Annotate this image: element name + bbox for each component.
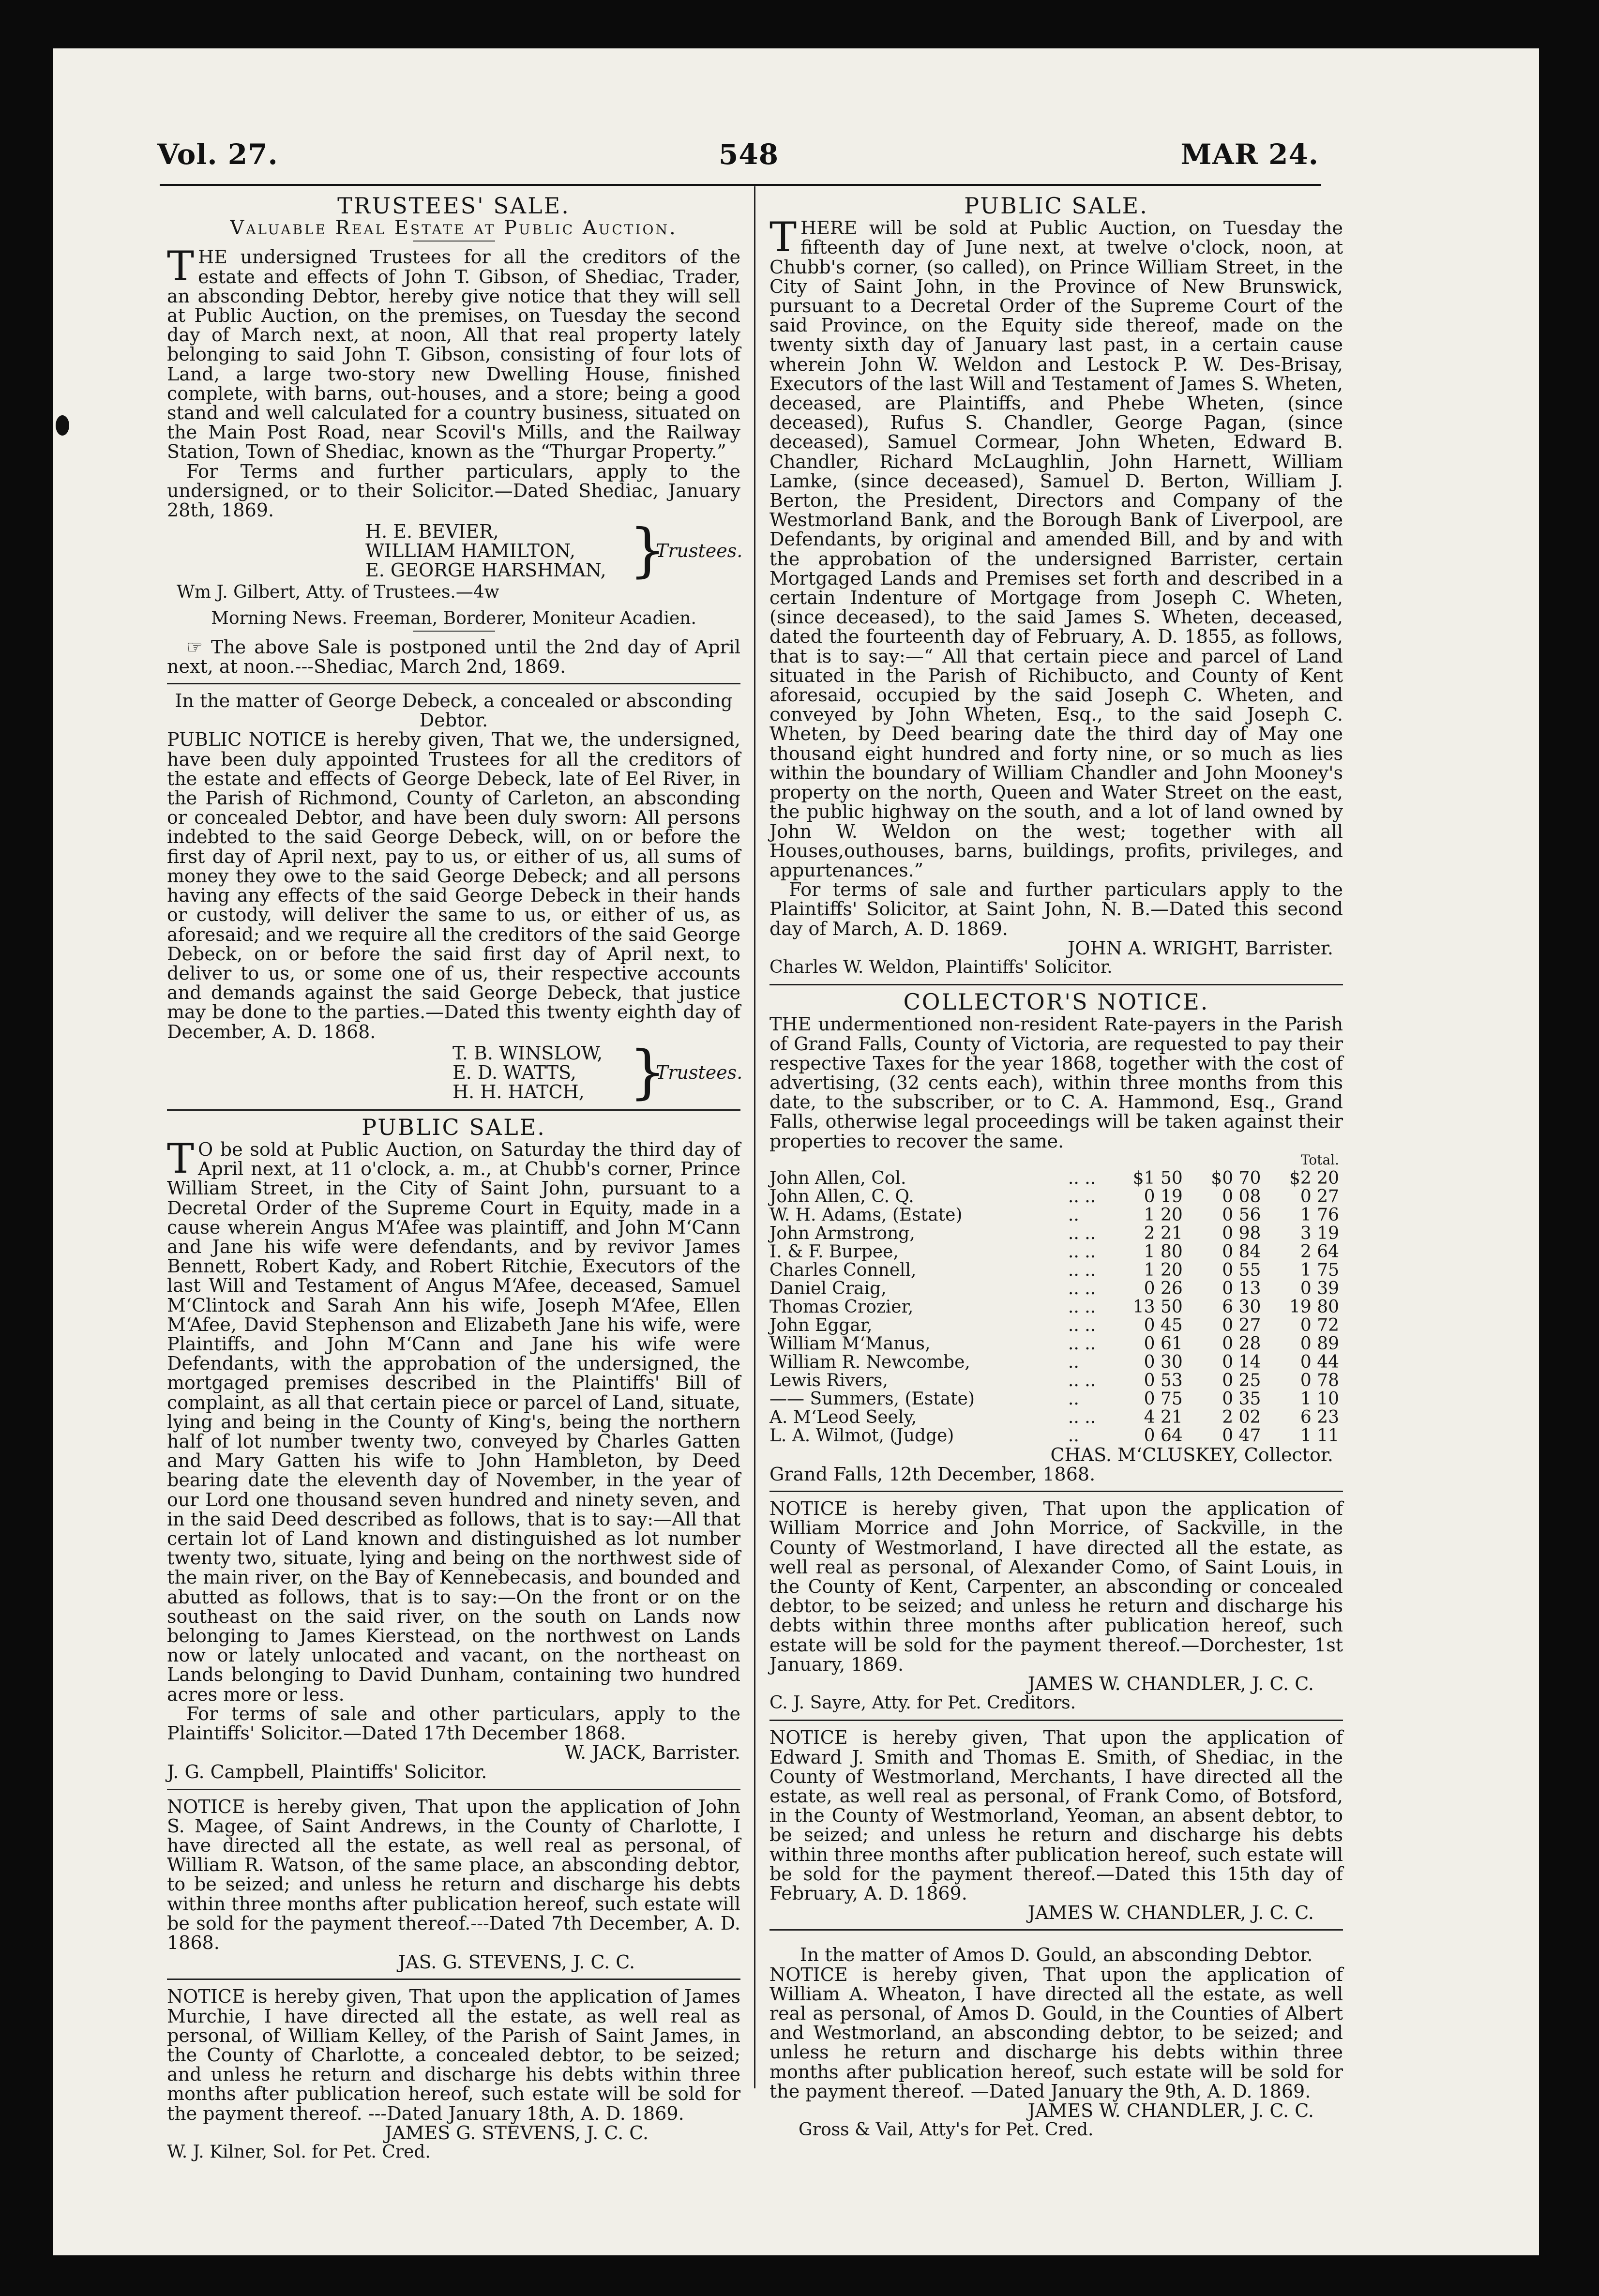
short-rule	[413, 241, 495, 242]
tax-amount: 4 21	[1144, 1407, 1183, 1427]
section-rule	[167, 683, 740, 684]
total-amount: 0 39	[1300, 1278, 1339, 1299]
cost-amount: 0 28	[1222, 1333, 1261, 1354]
ratepayer-name: Charles Connell,	[769, 1260, 917, 1280]
gould-heading: In the matter of Amos D. Gould, an absconding Debtor.	[800, 1944, 1313, 1966]
murchie-solicitor: W. J. Kilner, Sol. for Pet. Cred.	[167, 2142, 431, 2162]
cost-amount: 0 35	[1222, 1389, 1261, 1409]
drop-cap: T	[167, 1134, 195, 1182]
cost-amount: 0 47	[1222, 1425, 1261, 1446]
table-row	[769, 1280, 1343, 1298]
morrice-notice-body: NOTICE is hereby given, That upon the application of William Morrice and John Morrice, of Sackville, in the County of Westmorland, I have directed all the estate, as well real as personal, of Alexander Como, of Saint Louis, in the County of Kent, Carpenter, an absconding or concealed debtor, to be seized; and unless he return and discharge his debts within three months after publication hereof, such estate will be sold for the payment thereof.—Dorchester, 1st January, 1869.	[769, 1498, 1343, 1675]
tax-amount: 0 19	[1144, 1186, 1183, 1207]
cost-amount: 0 27	[1222, 1315, 1261, 1335]
leader-dots: .. ..	[1068, 1260, 1096, 1280]
tax-amount: 1 80	[1144, 1241, 1183, 1262]
tax-amount: 0 26	[1144, 1278, 1183, 1299]
table-row	[769, 1169, 1343, 1188]
tax-amount: 2 21	[1144, 1223, 1183, 1243]
trustees-sale-body: THE undersigned Trustees for all the creditors of the estate and effects of John T. Gibson, of Shediac, Trader, an absconding Debtor, hereby give notice that they will sell at Public Auction, on the premises, on Tuesday the second day of March next, at noon, All that real property lately belonging to said John T. Gibson, consisting of four lots of Land, a large two-story new Dwelling House, finished complete, with barns, out-houses, and a store; being a good stand and well calculated for a country business, situated on the Main Post Road, near Scovil's Mills, and the Railway Station, Town of Shediac, known as the “Thurgar Property.”	[167, 242, 740, 463]
brace-mark: }	[629, 1038, 666, 1106]
sale-postponed-notice: ☞ The above Sale is postponed until the 2nd day of April next, at noon.---Shediac, March 2nd, 1869.	[167, 636, 740, 677]
section-rule	[769, 1929, 1343, 1931]
tax-amount: 0 45	[1144, 1315, 1183, 1335]
ratepayer-name: William R. Newcombe,	[769, 1352, 970, 1372]
trustee-names: H. E. BEVIER, WILLIAM HAMILTON, E. GEORGE HARSHMAN,	[365, 521, 606, 581]
tax-amount: 0 53	[1144, 1370, 1183, 1390]
ratepayer-name: A. M‘Leod Seely,	[769, 1407, 917, 1427]
ratepayer-name: John Armstrong,	[769, 1223, 915, 1243]
punch-hole-mark	[56, 415, 69, 436]
cost-amount: 0 08	[1222, 1186, 1261, 1207]
cost-amount: 0 84	[1222, 1241, 1261, 1262]
plaintiffs-solicitor-left: J. G. Campbell, Plaintiffs' Solicitor.	[167, 1761, 487, 1783]
leader-dots: .. ..	[1068, 1370, 1096, 1390]
leader-dots: .. ..	[1068, 1315, 1096, 1335]
page-header	[157, 138, 1319, 177]
table-row	[769, 1335, 1343, 1353]
tax-amount: $1 50	[1132, 1168, 1183, 1188]
ratepayer-name: John Eggar,	[769, 1315, 873, 1335]
leader-dots: .. ..	[1068, 1297, 1096, 1317]
trustee-names: T. B. WINSLOW, E. D. WATTS, H. H. HATCH,	[453, 1042, 603, 1103]
total-amount: 1 75	[1300, 1260, 1339, 1280]
debeck-role: Trustees.	[656, 1061, 743, 1083]
public-sale-title-right: PUBLIC SALE.	[964, 193, 1148, 219]
newspaper-list: Morning News. Freeman, Borderer, Moniteur Acadien.	[211, 608, 696, 629]
leader-dots: .. ..	[1068, 1333, 1096, 1354]
collector-notice-body: THE undermentioned non-resident Rate-payers in the Parish of Grand Falls, County of Victoria, are requested to pay their respective Taxes for the year 1868, together with the cost of advertising, (32 cents each), within three months from this date, to the subscriber, or to C. A. Hammond, Esq., Grand Falls, otherwise legal proceedings will be taken against their properties to recover the same.	[769, 1013, 1343, 1152]
public-sale-body-left: T O be sold at Public Auction, on Saturday the third day of April next, at 11 o'clock, a. m., at Chubb's corner, Prince William Street, in the City of Saint John, pursuant to a Decretal Order of the Supreme Court in Equity, made in a cause wherein Angus M‘Afee was plaintiff, and John M‘Cann and Jane his wife were defendants, and by revivor James Bennett, Robert Kady, and Robert Ritchie, Executors of the last Will and Testament of Angus M‘Afee, deceased, Samuel M‘Clintock and Sarah Ann his wife, Joseph M‘Afee, Ellen M‘Afee, David Stephenson and Elizabeth Jane his wife, were Plaintiffs, and John M‘Cann and Jane his wife were Defendants, with the approbation of the undersigned, the mortgaged premises described in the Plaintiffs' Bill of complaint, as all that certain piece or parcel of Land, situate, lying and being in the County of King's, being the northern half of lot number twenty two, conveyed by Charles Gatten and Mary Gatten his wife to John Hambleton, by Deed bearing date the eleventh day of November, in the year of our Lord one thousand seven hundred and ninety seven, and in the said Deed described as follows, that is to say:—All that certain lot of Land known and distinguished as lot number twenty two, situate, lying and being on the northwest side of the main river, on the Bay of Kennebecasis, and bounded and abutted as follows, that is to say:—On the front or on the southeast on the said river, on the south on Lands now belonging to James Kierstead, on the northwest on Lands now or lately unlocated and vacant, on the northeast on Lands belonging to David Dunham, containing two hundred acres more or less.	[167, 1134, 740, 1705]
table-row	[769, 1188, 1343, 1206]
debeck-heading: In the matter of George Debeck, a concealed or absconding Debtor.	[175, 690, 733, 731]
tax-amount: 0 75	[1144, 1389, 1183, 1409]
total-amount: 1 11	[1300, 1425, 1339, 1446]
column-divider	[754, 186, 755, 2088]
total-amount: 2 64	[1300, 1241, 1339, 1262]
gould-notice-body: NOTICE is hereby given, That upon the application of William A. Wheaton, I have directed all the estate, as well real as personal, of Amos D. Gould, in the Counties of Albert and Westmorland, an absconding debtor, to be seized; and unless he return and discharge his debts within three months after publication hereof, such estate will be sold for the payment thereof. —Dated January the 9th, A. D. 1869.	[769, 1964, 1343, 2102]
collector-notice-title: COLLECTOR'S NOTICE.	[903, 989, 1209, 1015]
table-row	[769, 1261, 1343, 1280]
total-amount: 19 80	[1289, 1297, 1339, 1317]
ratepayer-name: John Allen, C. Q.	[769, 1186, 914, 1207]
public-sale-title-left: PUBLIC SALE.	[362, 1114, 546, 1140]
total-column-header: Total.	[1300, 1151, 1339, 1168]
ratepayer-table	[769, 1151, 1343, 1445]
table-row	[769, 1408, 1343, 1427]
gould-attorney: Gross & Vail, Atty's for Pet. Cred.	[799, 2120, 1094, 2140]
leader-dots: .. ..	[1068, 1278, 1096, 1299]
total-amount: 0 89	[1300, 1333, 1339, 1354]
total-amount: 1 10	[1300, 1389, 1339, 1409]
cost-amount: 0 25	[1222, 1370, 1261, 1390]
ratepayer-name: Thomas Crozier,	[769, 1297, 914, 1317]
trustees-sale-subtitle: Valuable Real Estate at Public Auction.	[230, 217, 678, 240]
cost-amount: 0 98	[1222, 1223, 1261, 1243]
leader-dots: .. ..	[1068, 1186, 1096, 1207]
cost-amount: 0 55	[1222, 1260, 1261, 1280]
magee-notice-body: NOTICE is hereby given, That upon the application of John S. Magee, of Saint Andrews, in the County of Charlotte, I have directed all the estate, as well real as personal, of William R. Watson, of the same place, an absconding debtor, to be seized; and unless he return and discharge his debts within three months after publication hereof, such estate will be sold for the payment thereof.---Dated 7th December, A. D. 1868.	[167, 1796, 740, 1954]
ratepayer-name: W. H. Adams, (Estate)	[769, 1205, 963, 1225]
trustees-sale-title: TRUSTEES' SALE.	[337, 193, 570, 219]
section-rule	[769, 1491, 1343, 1492]
table-header-row	[769, 1151, 1343, 1169]
debeck-signature-block	[167, 1038, 743, 1106]
volume-number: Vol. 27.	[157, 138, 278, 171]
tax-amount: 13 50	[1132, 1297, 1183, 1317]
total-amount: $2 20	[1289, 1168, 1339, 1188]
right-column	[769, 191, 1343, 2140]
table-row	[769, 1243, 1343, 1261]
total-amount: 6 23	[1300, 1407, 1339, 1427]
total-amount: 0 78	[1300, 1370, 1339, 1390]
table-row	[769, 1298, 1343, 1316]
ratepayer-name: William M‘Manus,	[769, 1333, 931, 1354]
drop-cap: T	[167, 242, 195, 290]
section-rule	[167, 1979, 740, 1980]
total-amount: 0 44	[1300, 1352, 1339, 1372]
brace-mark: }	[629, 517, 666, 585]
collector-signature: CHAS. M‘CLUSKEY, Collector.	[1050, 1444, 1333, 1465]
ratepayer-name: Daniel Craig,	[769, 1278, 887, 1299]
table-row	[769, 1224, 1343, 1243]
leader-dots: .. ..	[1068, 1168, 1096, 1188]
table-row	[769, 1316, 1343, 1335]
section-rule	[167, 1789, 740, 1790]
cost-amount: 2 02	[1222, 1407, 1261, 1427]
tax-amount: 1 20	[1144, 1260, 1183, 1280]
smith-notice-body: NOTICE is hereby given, That upon the application of Edward J. Smith and Thomas E. Smith, of Shediac, in the County of Westmorland, Merchants, I have directed all the estate, as well real as personal, of Frank Como, of Botsford, in the County of Westmorland, Yeoman, an absent debtor, to be seized; and unless he return and discharge his debts within three months after publication hereof, such estate will be sold for the payment thereof.—Dated this 15th day of February, A. D. 1869.	[769, 1727, 1343, 1904]
leader-dots: ..	[1068, 1352, 1079, 1372]
leader-dots: ..	[1068, 1205, 1079, 1225]
plaintiffs-solicitor-right: Charles W. Weldon, Plaintiffs' Solicitor.	[769, 957, 1113, 977]
table-row	[769, 1427, 1343, 1445]
leader-dots: .. ..	[1068, 1223, 1096, 1243]
public-sale-terms-left: For terms of sale and other particulars, apply to the Plaintiffs' Solicitor.—Dated 17th December 1868.	[167, 1703, 740, 1744]
cost-amount: 0 13	[1222, 1278, 1261, 1299]
total-amount: 1 76	[1300, 1205, 1339, 1225]
barrister-signature-left: W. JACK, Barrister.	[564, 1742, 740, 1764]
section-rule	[769, 1720, 1343, 1721]
ratepayer-name: I. & F. Burpee,	[769, 1241, 899, 1262]
total-amount: 0 72	[1300, 1315, 1339, 1335]
ratepayer-name: John Allen, Col.	[769, 1168, 906, 1188]
cost-amount: 6 30	[1222, 1297, 1261, 1317]
magee-signature: JAS. G. STEVENS, J. C. C.	[398, 1951, 635, 1973]
total-amount: 3 19	[1300, 1223, 1339, 1243]
drop-cap: T	[769, 213, 797, 261]
tax-amount: 0 30	[1144, 1352, 1183, 1372]
public-sale-terms-right: For terms of sale and further particulars apply to the Plaintiffs' Solicitor, at Saint John, N. B.—Dated this second day of March, A. D. 1869.	[769, 879, 1343, 939]
section-rule	[769, 984, 1343, 985]
tax-amount: 1 20	[1144, 1205, 1183, 1225]
tax-amount: 0 61	[1144, 1333, 1183, 1354]
murchie-signature: JAMES G. STEVENS, J. C. C.	[384, 2122, 649, 2144]
section-rule	[167, 1109, 740, 1111]
ratepayer-name: —— Summers, (Estate)	[769, 1389, 975, 1409]
table-row	[769, 1372, 1343, 1390]
trustees-attorney: Wm J. Gilbert, Atty. of Trustees.—4w	[177, 582, 499, 603]
leader-dots: .. ..	[1068, 1407, 1096, 1427]
public-sale-body-right: THERE will be sold at Public Auction, on Tuesday the fifteenth day of June next, at twelve o'clock, noon, at Chubb's corner, (so called), on Prince William Street, in the City of Saint John, in the Province of New Brunswick, pursuant to a Decretal Order of the Supreme Court of the said Province, on the Equity side thereof, made on the twenty sixth day of January last past, in a certain cause wherein John W. Weldon and Lestock P. W. Des-Brisay, Executors of the last Will and Testament of James S. Wheten, deceased, are Plaintiffs, and Phebe Wheten, (since deceased), Rufus S. Chandler, George Pagan, (since deceased), Samuel Cormear, John Wheten, Edward B. Chandler, Richard McLaughlin, John Harnett, William Lamke, (since deceased), Samuel D. Berton, William J. Berton, the President, Directors and Company of the Westmorland Bank, and the Borough Bank of Liverpool, are Defendants, by original and amended Bill, and by and with the approbation of the undersigned Barrister, certain Mortgaged Lands and Premises set forth and described in a certain Indenture of Mortgage from Joseph C. Wheten, (since deceased), to the said James S. Wheten, deceased, dated the fourteenth day of February, A. D. 1855, as follows, that is to say:—“ All that certain piece and parcel of Land situated in the Parish of Richibucto, and County of Kent aforesaid, occupied by the said Joseph C. Wheten, and conveyed by John Wheten, Esq., to the said Joseph C. Wheten, by Deed bearing date the third day of May one thousand eight hundred and forty nine, or so much as lies within the boundary of William Chandler and John Mooney's property on the north, Queen and Water Street on the east, the public highway on the south, and a lot of land owned by John W. Weldon on the west; together with all Houses,outhouses, barns, buildings, profits, privileges, and appurtenances.”	[769, 213, 1343, 881]
morrice-attorney: C. J. Sayre, Atty. for Pet. Creditors.	[769, 1693, 1076, 1713]
ratepayer-name: L. A. Wilmot, (Judge)	[769, 1425, 954, 1446]
table-row	[769, 1390, 1343, 1408]
morrice-signature: JAMES W. CHANDLER, J. C. C.	[1027, 1673, 1314, 1694]
issue-date: MAR 24.	[1180, 138, 1319, 171]
cost-amount: 0 56	[1222, 1205, 1261, 1225]
collector-dated: Grand Falls, 12th December, 1868.	[769, 1463, 1096, 1485]
murchie-notice-body: NOTICE is hereby given, That upon the application of James Murchie, I have directed all the estate, as well real as personal, of William Kelley, of the Parish of Saint James, in the County of Charlotte, a concealed debtor, to be seized; and unless he return and discharge his debts within three months after publication hereof, such estate will be sold for the payment thereof. ---Dated January 18th, A. D. 1869.	[167, 1986, 740, 2124]
tax-amount: 0 64	[1144, 1425, 1183, 1446]
leader-dots: ..	[1068, 1425, 1079, 1446]
barrister-signature-right: JOHN A. WRIGHT, Barrister.	[1068, 937, 1333, 959]
cost-amount: $0 70	[1211, 1168, 1261, 1188]
leader-dots: .. ..	[1068, 1241, 1096, 1262]
leader-dots: ..	[1068, 1389, 1079, 1409]
table-row	[769, 1206, 1343, 1224]
ratepayer-name: Lewis Rivers,	[769, 1370, 888, 1390]
total-amount: 0 27	[1300, 1186, 1339, 1207]
left-column	[167, 191, 743, 2162]
smith-signature: JAMES W. CHANDLER, J. C. C.	[1027, 1902, 1314, 1924]
trustees-sale-terms: For Terms and further particulars, apply to the undersigned, or to their Solicitor.—Dated Shediac, January 28th, 1869.	[167, 460, 740, 521]
short-rule	[413, 631, 495, 632]
debeck-body: PUBLIC NOTICE is hereby given, That we, the undersigned, have been duly appointed Trustees for all the creditors of the estate and effects of George Debeck, late of Eel River, in the Parish of Richmond, County of Carleton, an absconding or concealed Debtor, and have been duly sworn: All persons indebted to the said George Debeck, will, on or before the first day of April next, pay to us, or either of us, all sums of money they owe to the said George Debeck; and all persons having any effects of the said George Debeck in their hands or custody, will deliver the same to us, or either of us, as aforesaid; and we require all the creditors of the said George Debeck, on or before the said first day of April next, to deliver to us, or some one of us, their respective accounts and demands against the said George Debeck, that justice may be done to the parties.—Dated this twenty eighth day of December, A. D. 1868.	[167, 729, 740, 1042]
cost-amount: 0 14	[1222, 1352, 1261, 1372]
trustees-signature-block	[167, 517, 743, 585]
header-rule	[160, 184, 1321, 186]
page-number: 548	[719, 138, 779, 171]
trustees-role: Trustees.	[656, 540, 743, 562]
table-row	[769, 1353, 1343, 1372]
gould-signature: JAMES W. CHANDLER, J. C. C.	[1027, 2100, 1314, 2122]
